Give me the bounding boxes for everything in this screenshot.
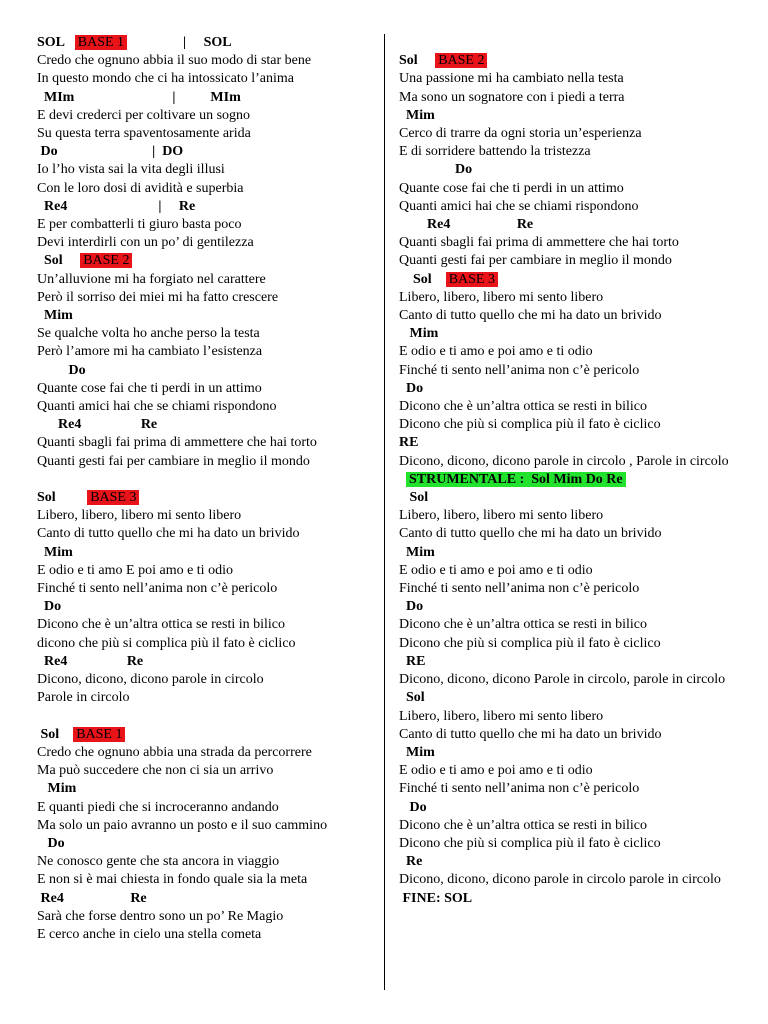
chord-text: Mim bbox=[399, 544, 435, 560]
chord-text: Re4 Re bbox=[37, 653, 144, 669]
lyric-line: Dicono che più si complica più il fato è ciclico bbox=[399, 417, 661, 433]
lyric-line: Dicono, dicono, dicono parole in circolo , Parole in circolo bbox=[399, 453, 729, 469]
chord-text: Sol bbox=[399, 271, 446, 287]
chord-text: Sol bbox=[399, 53, 436, 69]
lyric-line: Una passione mi ha cambiato nella testa bbox=[399, 71, 624, 87]
chord-text: Re4 | Re bbox=[37, 198, 196, 214]
lyric-line: Credo che ognuno abbia una strada da percorrere bbox=[37, 744, 312, 760]
lyric-line: Però l’amore mi ha cambiato l’esistenza bbox=[37, 344, 263, 360]
lyric-line: Dicono che è un’altra ottica se resti in bilico bbox=[37, 617, 286, 633]
blank-line bbox=[399, 34, 734, 52]
chord-text: Re4 Re bbox=[399, 217, 534, 233]
instrumental-line bbox=[399, 471, 734, 489]
chord-line bbox=[399, 890, 734, 908]
blank-line bbox=[37, 708, 372, 726]
chord-text: Mim bbox=[37, 308, 73, 324]
chord-line bbox=[399, 52, 734, 70]
lyric-line: Quante cose fai che ti perdi in un attimo bbox=[399, 180, 624, 196]
lyric-line: E cerco anche in cielo una stella cometa bbox=[37, 926, 262, 942]
chord-line bbox=[37, 835, 372, 853]
chord-line bbox=[37, 362, 372, 380]
instrumental-label: STRUMENTALE : Sol Mim Do Re bbox=[406, 472, 626, 487]
chord-line bbox=[399, 271, 734, 289]
lyric-line: Dicono che più si complica più il fato è ciclico bbox=[399, 835, 661, 851]
lyric-line: Ma solo un paio avranno un posto e il suo cammino bbox=[37, 817, 328, 833]
chord-line bbox=[37, 653, 372, 671]
lyric-line: Con le loro dosi di avidità e superbia bbox=[37, 180, 244, 196]
lyric-line: Canto di tutto quello che mi ha dato un brivido bbox=[37, 526, 300, 542]
chord-text: RE bbox=[399, 653, 426, 669]
chord-line bbox=[399, 380, 734, 398]
lyric-line: Io l’ho vista sai la vita degli illusi bbox=[37, 162, 225, 178]
chord-text: Mim bbox=[399, 326, 439, 342]
chord-text: Do bbox=[399, 799, 427, 815]
chord-line bbox=[37, 890, 372, 908]
lyric-line: Sarà che forse dentro sono un po’ Re Magio bbox=[37, 908, 284, 924]
lyric-line: Canto di tutto quello che mi ha dato un brivido bbox=[399, 526, 662, 542]
lyric-line: Quanti amici hai che se chiami rispondono bbox=[37, 399, 277, 415]
chord-text: Mim bbox=[37, 544, 73, 560]
lyric-line: Ne conosco gente che sta ancora in viaggio bbox=[37, 854, 280, 870]
lyric-line: E odio e ti amo e poi amo e ti odio bbox=[399, 763, 593, 779]
chord-text: Re bbox=[399, 854, 423, 870]
chord-line bbox=[399, 653, 734, 671]
lyric-line: Ma può succedere che non ci sia un arrivo bbox=[37, 763, 274, 779]
section-label: BASE 2 bbox=[80, 253, 132, 268]
chord-line bbox=[37, 252, 372, 270]
lyric-line: Dicono, dicono, dicono Parole in circolo, parole in circolo bbox=[399, 672, 726, 688]
chord-text: Do bbox=[399, 599, 424, 615]
chord-text: SOL bbox=[37, 35, 75, 50]
lyric-line: Su questa terra spaventosamente arida bbox=[37, 126, 251, 142]
lyric-line: Finché ti sento nell’anima non c’è pericolo bbox=[37, 581, 278, 597]
lyric-line: Se qualche volta ho anche perso la testa bbox=[37, 326, 260, 342]
chord-line bbox=[399, 489, 734, 507]
chord-line bbox=[37, 89, 372, 107]
lyric-line: Ma sono un sognatore con i piedi a terra bbox=[399, 89, 625, 105]
chord-text: Re4 Re bbox=[37, 890, 147, 906]
chord-text: Do bbox=[37, 599, 62, 615]
lyric-line: Quanti gesti fai per cambiare in meglio il mondo bbox=[399, 253, 672, 269]
chord-line bbox=[399, 161, 734, 179]
chord-text: Do bbox=[37, 835, 65, 851]
lyric-line: Parole in circolo bbox=[37, 690, 130, 706]
chord-text: Do bbox=[399, 380, 424, 396]
chord-text: Sol bbox=[37, 726, 74, 742]
lyric-line: Finché ti sento nell’anima non c’è pericolo bbox=[399, 581, 640, 597]
chord-line bbox=[399, 598, 734, 616]
lyric-line: Libero, libero, libero mi sento libero bbox=[399, 508, 604, 524]
chord-line bbox=[37, 544, 372, 562]
chord-line bbox=[399, 325, 734, 343]
lyric-line: Dicono che è un’altra ottica se resti in bilico bbox=[399, 617, 648, 633]
lyric-line: Dicono, dicono, dicono parole in circolo bbox=[37, 672, 264, 688]
left-column bbox=[37, 34, 372, 944]
chord-line bbox=[399, 434, 734, 452]
chord-line bbox=[399, 544, 734, 562]
chord-line bbox=[399, 853, 734, 871]
lyric-line: In questo mondo che ci ha intossicato l’anima bbox=[37, 71, 294, 87]
lyric-line: Libero, libero, libero mi sento libero bbox=[399, 708, 604, 724]
chord-line bbox=[37, 307, 372, 325]
lyric-line: E odio e ti amo e poi amo e ti odio bbox=[399, 562, 593, 578]
chord-text: Mim bbox=[399, 744, 435, 760]
lyric-line: Quanti sbagli fai prima di ammettere che hai torto bbox=[37, 435, 317, 451]
right-column bbox=[399, 34, 734, 908]
lyric-line: Un’alluvione mi ha forgiato nel carattere bbox=[37, 271, 266, 287]
lyric-line: Canto di tutto quello che mi ha dato un brivido bbox=[399, 308, 662, 324]
lyric-line: Dicono, dicono, dicono parole in circolo parole in circolo bbox=[399, 872, 721, 888]
chord-text: Do bbox=[399, 162, 473, 178]
lyric-line: Libero, libero, libero mi sento libero bbox=[399, 289, 604, 305]
lyric-line: Finché ti sento nell’anima non c’è pericolo bbox=[399, 781, 640, 797]
chord-text: FINE: SOL bbox=[399, 890, 473, 906]
chord-text: MIm | MIm bbox=[37, 89, 241, 105]
lyric-line: Quanti amici hai che se chiami rispondono bbox=[399, 198, 639, 214]
lyric-line: Canto di tutto quello che mi ha dato un brivido bbox=[399, 726, 662, 742]
lyric-line: Dicono che è un’altra ottica se resti in bilico bbox=[399, 817, 648, 833]
lyric-line: Quante cose fai che ti perdi in un attimo bbox=[37, 380, 262, 396]
chord-text: Sol bbox=[37, 490, 88, 506]
lyric-line: Credo che ognuno abbia il suo modo di star bene bbox=[37, 53, 312, 69]
lyric-line: Però il sorriso dei miei mi ha fatto crescere bbox=[37, 289, 279, 305]
chord-text: Sol bbox=[399, 690, 425, 706]
column-divider bbox=[384, 34, 385, 990]
chord-line bbox=[399, 744, 734, 762]
chord-text: Do bbox=[37, 362, 86, 378]
lyric-line: E per combatterli ti giuro basta poco bbox=[37, 217, 242, 233]
lyric-line: dicono che più si complica più il fato è ciclico bbox=[37, 635, 296, 651]
section-label: BASE 3 bbox=[446, 272, 498, 287]
lyric-line: Finché ti sento nell’anima non c’è pericolo bbox=[399, 362, 640, 378]
lyric-line: Quanti gesti fai per cambiare in meglio il mondo bbox=[37, 453, 310, 469]
lyric-line: E devi crederci per coltivare un sogno bbox=[37, 107, 251, 123]
chord-text: Mim bbox=[399, 107, 435, 123]
chord-text: Sol bbox=[37, 253, 81, 269]
chord-line bbox=[37, 416, 372, 434]
chord-line bbox=[399, 689, 734, 707]
chord-line bbox=[37, 726, 372, 744]
chord-line bbox=[37, 489, 372, 507]
chord-line bbox=[37, 143, 372, 161]
lyric-line: Cerco di trarre da ogni storia un’esperienza bbox=[399, 126, 642, 141]
chord-text: Re4 Re bbox=[37, 417, 158, 433]
chord-text: RE bbox=[399, 435, 419, 451]
lyric-line: Libero, libero, libero mi sento libero bbox=[37, 508, 242, 524]
lyric-line: Dicono che più si complica più il fato è ciclico bbox=[399, 635, 661, 651]
lyric-line: E odio e ti amo E poi amo e ti odio bbox=[37, 562, 233, 578]
chord-text: Mim bbox=[37, 781, 77, 797]
chord-line bbox=[37, 780, 372, 798]
chord-line bbox=[399, 799, 734, 817]
chord-line bbox=[399, 216, 734, 234]
chord-text: Do | DO bbox=[37, 144, 184, 160]
lyric-line: E di sorridere battendo la tristezza bbox=[399, 144, 591, 160]
section-label: BASE 2 bbox=[435, 53, 487, 68]
chord-text bbox=[399, 472, 406, 487]
lyric-line: Quanti sbagli fai prima di ammettere che hai torto bbox=[399, 235, 679, 251]
section-label: BASE 1 bbox=[73, 727, 125, 742]
lyric-line: E odio e ti amo e poi amo e ti odio bbox=[399, 344, 593, 360]
chord-text: Sol bbox=[399, 490, 429, 506]
lyric-line: E quanti piedi che si incroceranno andando bbox=[37, 799, 279, 815]
chord-line bbox=[37, 198, 372, 216]
chord-text: | SOL bbox=[127, 35, 232, 50]
lyric-line: Devi interdirli con un po’ di gentilezza bbox=[37, 235, 254, 251]
chord-line bbox=[37, 34, 372, 52]
blank-line bbox=[37, 471, 372, 489]
section-label: BASE 1 bbox=[75, 35, 127, 50]
chord-line bbox=[399, 107, 734, 125]
lyric-line: E non si è mai chiesta in fondo quale sia la meta bbox=[37, 872, 308, 888]
chord-line bbox=[37, 598, 372, 616]
lyric-line: Dicono che è un’altra ottica se resti in bilico bbox=[399, 399, 648, 415]
section-label: BASE 3 bbox=[87, 490, 139, 505]
